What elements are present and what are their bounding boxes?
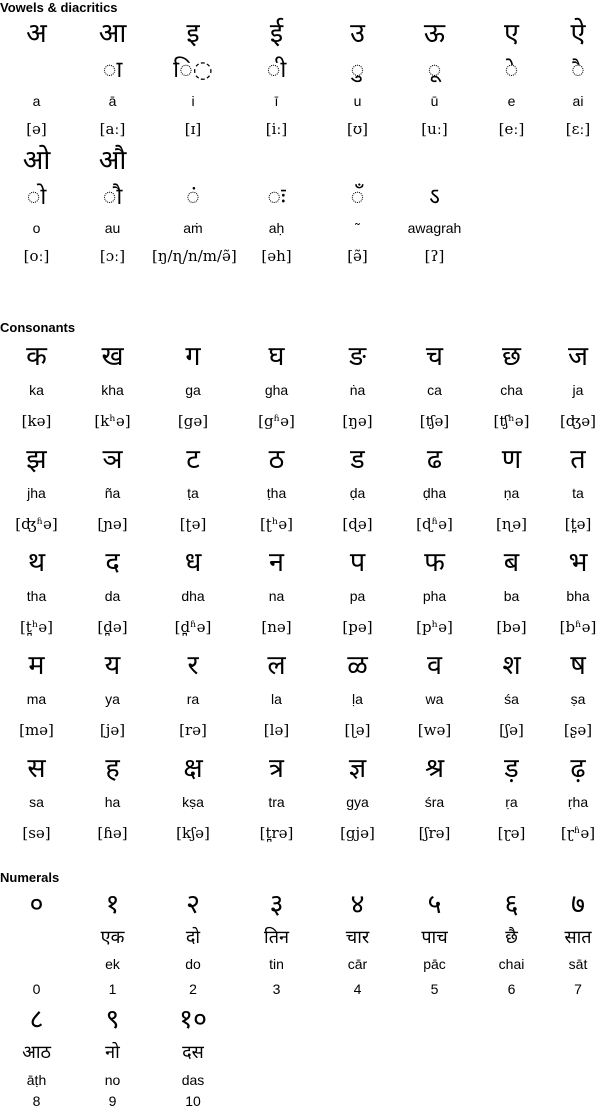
numeral-digit: ७ xyxy=(570,889,586,920)
consonant-cell xyxy=(73,646,152,749)
consonant-transliteration: da xyxy=(104,588,121,604)
consonant-transliteration: ma xyxy=(26,691,47,707)
numeral-value: 7 xyxy=(574,981,582,997)
vowel-letter xyxy=(234,144,319,178)
consonant-letter: ब xyxy=(503,547,520,578)
consonant-transliteration: tha xyxy=(26,588,47,604)
consonant-ipa: [rə] xyxy=(179,721,207,739)
vowel-letter: ओ xyxy=(22,145,51,176)
consonant-cell xyxy=(550,337,606,440)
consonant-ipa: [ʈʰə] xyxy=(259,515,294,533)
numeral-word: छै xyxy=(505,927,518,948)
consonant-cell xyxy=(152,543,234,646)
numeral-value: 6 xyxy=(507,981,516,997)
vowel-cell xyxy=(0,144,73,271)
numeral-transliteration: ek xyxy=(105,956,120,972)
vowel-ipa: [ŋ/ɳ/n/m/ə̃] xyxy=(152,247,237,265)
vowel-diacritic: ◌ौ xyxy=(102,184,123,210)
vowel-letter: आ xyxy=(98,18,127,49)
vowel-cell xyxy=(73,144,152,271)
vowel-diacritic: ◌ै xyxy=(571,57,585,83)
vowel-letter xyxy=(152,144,234,178)
numeral-word: तिन xyxy=(264,927,289,948)
consonant-letter: घ xyxy=(268,341,285,372)
numerals-section-title: Numerals xyxy=(0,870,60,885)
consonant-letter: ख xyxy=(101,341,124,372)
consonant-ipa: [t̪rə] xyxy=(259,824,294,842)
consonants-section-title: Consonants xyxy=(0,320,76,335)
consonant-letter: ट xyxy=(186,444,200,475)
consonant-cell xyxy=(152,337,234,440)
consonant-letter: त्र xyxy=(269,753,284,784)
consonant-ipa: [gə] xyxy=(177,412,209,430)
vowel-cell xyxy=(152,144,237,271)
vowel-diacritic: ि◌ xyxy=(173,57,213,83)
consonant-transliteration: bha xyxy=(566,588,590,604)
consonant-transliteration: śra xyxy=(424,794,445,810)
consonant-letter: र xyxy=(187,650,199,681)
consonant-ipa: [ɲə] xyxy=(97,515,128,533)
consonant-cell xyxy=(234,749,319,852)
consonant-cell xyxy=(396,337,473,440)
vowel-letter: ऊ xyxy=(423,18,446,49)
consonant-transliteration: śa xyxy=(504,691,519,707)
consonant-cell xyxy=(550,543,606,646)
consonant-cell xyxy=(319,749,396,852)
numeral-digit: २ xyxy=(185,889,201,920)
consonant-ipa: [bʱə] xyxy=(559,618,597,636)
consonant-cell xyxy=(152,440,234,543)
vowel-ipa: [ɔː] xyxy=(99,247,126,265)
consonant-transliteration: ḍha xyxy=(422,485,447,501)
consonant-ipa: [jə] xyxy=(99,721,126,739)
consonant-transliteration: ṭha xyxy=(266,485,287,501)
numeral-transliteration: tin xyxy=(269,956,284,972)
consonant-cell xyxy=(0,749,73,852)
consonant-ipa: [lə] xyxy=(263,721,290,739)
vowels-grid xyxy=(0,17,606,271)
consonant-transliteration: gha xyxy=(264,382,289,398)
numeral-transliteration: āṭh xyxy=(26,1072,47,1088)
vowel-letter: औ xyxy=(98,145,127,176)
consonant-transliteration: ṣa xyxy=(570,691,586,707)
vowel-diacritic: ◌ँ xyxy=(350,184,365,210)
consonant-letter: द xyxy=(105,547,120,578)
consonant-ipa: [kə] xyxy=(21,412,52,430)
numeral-digit: ८ xyxy=(29,1004,44,1035)
consonant-letter: ज्ञ xyxy=(348,753,367,784)
consonant-cell xyxy=(73,440,152,543)
consonant-cell xyxy=(234,337,319,440)
vowel-diacritic: ◌ः xyxy=(267,184,286,210)
consonant-letter: प xyxy=(349,547,366,578)
consonant-ipa: [pə] xyxy=(342,618,373,636)
consonant-letter: ञ xyxy=(102,444,123,475)
consonant-cell xyxy=(396,646,473,749)
vowel-diacritic: ◌ु xyxy=(350,57,365,83)
consonant-ipa: [ʧʰə] xyxy=(493,412,530,430)
vowel-transliteration: au xyxy=(104,220,121,236)
numeral-transliteration: chai xyxy=(498,956,525,972)
consonant-letter: व xyxy=(426,650,442,681)
numeral-word xyxy=(0,923,73,953)
consonant-transliteration: dha xyxy=(181,588,205,604)
consonant-ipa: [ɽʱə] xyxy=(560,824,596,842)
numeral-transliteration: pāc xyxy=(423,956,446,972)
consonant-letter: छ xyxy=(502,341,521,372)
vowel-transliteration: ā xyxy=(108,93,117,109)
consonant-ipa: [gjə] xyxy=(340,824,375,842)
consonant-ipa: [kʃə] xyxy=(176,824,210,842)
consonant-cell xyxy=(152,646,234,749)
consonant-cell xyxy=(152,749,234,852)
consonant-transliteration: ṛa xyxy=(505,794,518,810)
numeral-value: 4 xyxy=(353,981,362,997)
consonant-ipa: [ʃrə] xyxy=(418,824,451,842)
vowel-letter: इ xyxy=(186,18,200,49)
consonant-cell xyxy=(473,543,550,646)
consonant-transliteration: tra xyxy=(268,794,285,810)
numeral-transliteration: do xyxy=(185,956,201,972)
consonant-cell xyxy=(73,749,152,852)
vowel-diacritic: ◌ं xyxy=(186,184,200,210)
vowel-diacritic xyxy=(0,51,73,89)
consonant-cell xyxy=(550,646,606,749)
numerals-grid xyxy=(0,887,606,1109)
consonant-transliteration: ba xyxy=(503,588,520,604)
consonant-cell xyxy=(319,440,396,543)
consonant-transliteration: ḷa xyxy=(352,691,363,707)
numeral-digit: ५ xyxy=(427,889,442,920)
consonant-transliteration: ḍa xyxy=(349,485,366,501)
vowel-cell xyxy=(319,144,396,271)
numeral-transliteration xyxy=(0,953,73,976)
consonant-cell xyxy=(319,646,396,749)
vowel-transliteration: ˜ xyxy=(355,220,360,236)
consonant-transliteration: ṭa xyxy=(187,485,199,501)
consonant-ipa: [ʈə] xyxy=(179,515,207,533)
consonant-letter: ह xyxy=(105,753,120,784)
vowel-ipa: [ɛː] xyxy=(565,120,591,138)
numeral-word: पाच xyxy=(421,927,448,948)
vowel-transliteration: aḥ xyxy=(268,220,285,236)
vowel-transliteration: i xyxy=(191,93,195,109)
consonant-cell xyxy=(0,440,73,543)
numeral-value: 8 xyxy=(32,1093,41,1109)
consonant-letter: फ xyxy=(424,547,445,578)
consonant-cell xyxy=(396,440,473,543)
consonant-transliteration: ra xyxy=(186,691,200,707)
numeral-transliteration: sāt xyxy=(568,956,588,972)
consonant-ipa: [d̪ə] xyxy=(97,618,128,636)
vowel-cell xyxy=(396,144,473,271)
consonant-letter: ड xyxy=(350,444,365,475)
consonant-transliteration: ja xyxy=(572,382,584,398)
consonant-ipa: [ʧə] xyxy=(419,412,450,430)
consonant-ipa: [ŋə] xyxy=(342,412,373,430)
vowel-ipa: [oː] xyxy=(23,247,50,265)
vowel-transliteration: o xyxy=(32,220,41,236)
numeral-transliteration: no xyxy=(104,1072,121,1088)
vowel-cell xyxy=(234,144,319,271)
consonant-letter: ज xyxy=(567,341,589,372)
vowels-section-title: Vowels & diacritics xyxy=(0,0,118,15)
consonant-transliteration: na xyxy=(268,588,285,604)
vowel-cell xyxy=(0,17,73,144)
consonant-ipa: [nə] xyxy=(261,618,292,636)
consonant-ipa: [gʱə] xyxy=(258,412,295,430)
vowel-transliteration: e xyxy=(507,93,516,109)
consonant-letter: ड़ xyxy=(504,753,519,784)
consonant-transliteration: sa xyxy=(29,794,44,810)
numeral-cell xyxy=(0,1002,73,1109)
consonant-ipa: [d̪ʱə] xyxy=(174,618,212,636)
vowel-cell xyxy=(234,17,319,144)
vowel-cell xyxy=(473,17,550,144)
consonant-letter: ग xyxy=(185,341,201,372)
numeral-value: 5 xyxy=(430,981,439,997)
consonant-cell xyxy=(473,337,550,440)
consonant-letter: क xyxy=(26,341,47,372)
vowel-letter: ए xyxy=(504,18,519,49)
consonant-ipa: [ɖə] xyxy=(342,515,373,533)
consonant-cell xyxy=(473,440,550,543)
consonant-letter: ढ xyxy=(426,444,443,475)
vowel-cell xyxy=(396,17,473,144)
numeral-value: 2 xyxy=(189,981,197,997)
vowel-ipa: [iː] xyxy=(265,120,288,138)
numeral-word: एक xyxy=(100,927,125,948)
numeral-value: 3 xyxy=(272,981,281,997)
numeral-digit: ० xyxy=(29,889,44,920)
numeral-word: दस xyxy=(182,1042,204,1063)
consonant-letter: ठ xyxy=(268,444,285,475)
consonant-cell xyxy=(473,749,550,852)
numeral-cell xyxy=(234,887,319,1002)
consonant-ipa: [ɭə] xyxy=(344,721,371,739)
vowel-ipa: [ə̃] xyxy=(347,247,368,265)
consonant-letter: क्ष xyxy=(183,753,203,784)
consonant-ipa: [kʰə] xyxy=(94,412,131,430)
vowel-diacritic: ऽ xyxy=(429,184,440,210)
numeral-cell xyxy=(319,887,396,1002)
consonant-cell xyxy=(319,337,396,440)
consonant-ipa: [ʤʱə] xyxy=(15,515,58,533)
consonant-transliteration: ca xyxy=(427,382,442,398)
numeral-digit: १ xyxy=(105,889,120,920)
vowel-letter: उ xyxy=(350,18,365,49)
numeral-cell xyxy=(0,887,73,1002)
consonant-transliteration: pha xyxy=(422,588,447,604)
consonant-cell xyxy=(234,543,319,646)
consonant-letter: त xyxy=(570,444,586,475)
numeral-cell xyxy=(73,887,152,1002)
consonant-cell xyxy=(550,440,606,543)
consonant-ipa: [wə] xyxy=(417,721,452,739)
consonant-letter: स xyxy=(27,753,46,784)
consonant-ipa: [ɽə] xyxy=(497,824,526,842)
consonant-ipa: [ʂə] xyxy=(563,721,593,739)
consonant-transliteration: ga xyxy=(185,382,201,398)
consonant-letter: भ xyxy=(568,547,588,578)
consonant-transliteration: ña xyxy=(104,485,121,501)
numeral-digit: ९ xyxy=(105,1004,120,1035)
vowel-ipa: [eː] xyxy=(498,120,525,138)
numeral-word: आठ xyxy=(22,1042,51,1063)
consonant-ipa: [ʤə] xyxy=(559,412,597,430)
consonant-cell xyxy=(396,749,473,852)
vowel-cell xyxy=(550,17,606,144)
numeral-cell xyxy=(152,887,234,1002)
vowel-ipa: [uː] xyxy=(421,120,448,138)
consonant-transliteration: la xyxy=(271,691,282,707)
consonant-transliteration: ta xyxy=(572,485,584,501)
numeral-word: नो xyxy=(105,1042,120,1063)
vowel-letter xyxy=(396,144,473,178)
consonant-ipa: [ɖʱə] xyxy=(416,515,453,533)
consonant-cell xyxy=(550,749,606,852)
consonant-cell xyxy=(396,543,473,646)
consonant-transliteration: ya xyxy=(105,691,120,707)
consonant-ipa: [bə] xyxy=(496,618,527,636)
vowel-ipa: [əh] xyxy=(261,247,292,265)
consonant-letter: ढ़ xyxy=(570,753,586,784)
consonant-ipa: [pʰə] xyxy=(416,618,453,636)
consonant-transliteration: wa xyxy=(425,691,444,707)
consonant-cell xyxy=(73,337,152,440)
consonant-transliteration: kṣa xyxy=(182,794,204,810)
consonant-cell xyxy=(0,337,73,440)
vowel-transliteration: ī xyxy=(274,93,279,109)
consonant-letter: श्र xyxy=(424,753,445,784)
consonant-cell xyxy=(234,646,319,749)
vowel-ipa: [ɪ] xyxy=(184,120,202,138)
consonant-transliteration: ṅa xyxy=(349,382,366,398)
vowel-ipa: [ʔ] xyxy=(424,247,445,265)
vowel-ipa: [ʊ] xyxy=(346,120,368,138)
vowel-letter: ई xyxy=(269,18,284,49)
consonant-ipa: [t̪ʰə] xyxy=(19,618,54,636)
vowel-cell xyxy=(152,17,234,144)
consonant-transliteration: ka xyxy=(29,382,44,398)
numeral-transliteration: cār xyxy=(347,956,368,972)
consonant-letter: म xyxy=(28,650,45,681)
consonant-letter: च xyxy=(425,341,444,372)
consonant-cell xyxy=(319,543,396,646)
numeral-digit: १० xyxy=(178,1004,208,1035)
vowel-cell xyxy=(319,17,396,144)
consonant-letter: ळ xyxy=(347,650,368,681)
vowel-transliteration: u xyxy=(353,93,362,109)
numeral-digit: ६ xyxy=(504,889,519,920)
vowel-transliteration: ū xyxy=(430,93,439,109)
vowel-diacritic: ◌े xyxy=(504,57,519,83)
consonant-letter: श xyxy=(502,650,521,681)
consonant-letter: ल xyxy=(267,650,286,681)
numeral-word: दो xyxy=(185,927,201,948)
consonant-letter: झ xyxy=(26,444,47,475)
numeral-word: चार xyxy=(345,927,370,948)
consonant-ipa: [t̪ə] xyxy=(564,515,592,533)
vowel-transliteration: ai xyxy=(572,93,584,109)
consonant-letter: ष xyxy=(570,650,586,681)
consonant-letter: ध xyxy=(184,547,202,578)
consonant-transliteration: ha xyxy=(104,794,121,810)
consonant-cell xyxy=(473,646,550,749)
vowel-cell xyxy=(73,17,152,144)
consonant-ipa: [sə] xyxy=(22,824,51,842)
consonants-grid xyxy=(0,337,606,852)
numeral-cell xyxy=(73,1002,152,1109)
consonant-ipa: [mə] xyxy=(19,721,54,739)
consonant-cell xyxy=(0,646,73,749)
consonant-transliteration: ṇa xyxy=(503,485,520,501)
vowel-letter xyxy=(319,144,396,178)
consonant-letter: ङ xyxy=(348,341,367,372)
vowel-diacritic: ◌ो xyxy=(26,184,47,210)
consonant-letter: य xyxy=(104,650,121,681)
numeral-transliteration: das xyxy=(181,1072,205,1088)
consonant-transliteration: kha xyxy=(101,382,124,398)
consonant-transliteration: cha xyxy=(500,382,523,398)
vowel-diacritic: ◌ू xyxy=(427,57,442,83)
vowel-ipa: [ə] xyxy=(26,120,47,138)
consonant-transliteration: pa xyxy=(349,588,366,604)
vowel-ipa: [aː] xyxy=(99,120,126,138)
numeral-digit: ३ xyxy=(269,889,284,920)
numeral-value: 1 xyxy=(108,981,117,997)
vowel-diacritic: ◌ी xyxy=(266,57,287,83)
consonant-cell xyxy=(73,543,152,646)
vowel-letter: ऐ xyxy=(570,18,586,49)
numeral-value: 0 xyxy=(32,981,41,997)
consonant-letter: ण xyxy=(501,444,522,475)
consonant-letter: थ xyxy=(27,547,46,578)
consonant-transliteration: gya xyxy=(346,794,369,810)
consonant-cell xyxy=(234,440,319,543)
consonant-transliteration: jha xyxy=(27,485,46,501)
numeral-value: 9 xyxy=(108,1093,117,1109)
consonant-transliteration: ṛha xyxy=(567,794,589,810)
numeral-cell xyxy=(550,887,606,1002)
consonant-ipa: [ʃə] xyxy=(499,721,524,739)
numeral-word: सात xyxy=(564,927,592,948)
numeral-cell xyxy=(473,887,550,1002)
vowel-diacritic: ◌ा xyxy=(102,57,123,83)
numeral-value: 10 xyxy=(185,1093,201,1109)
consonant-cell xyxy=(0,543,73,646)
vowel-letter: अ xyxy=(26,18,47,49)
vowel-transliteration: a xyxy=(32,93,41,109)
consonant-ipa: [ɦə] xyxy=(97,824,128,842)
numeral-cell xyxy=(152,1002,234,1109)
consonant-ipa: [ɳə] xyxy=(496,515,527,533)
numeral-cell xyxy=(396,887,473,1002)
numeral-digit: ४ xyxy=(350,889,365,920)
consonant-letter: न xyxy=(269,547,284,578)
vowel-transliteration: awagrah xyxy=(407,220,462,236)
vowel-transliteration: aṁ xyxy=(183,220,203,236)
